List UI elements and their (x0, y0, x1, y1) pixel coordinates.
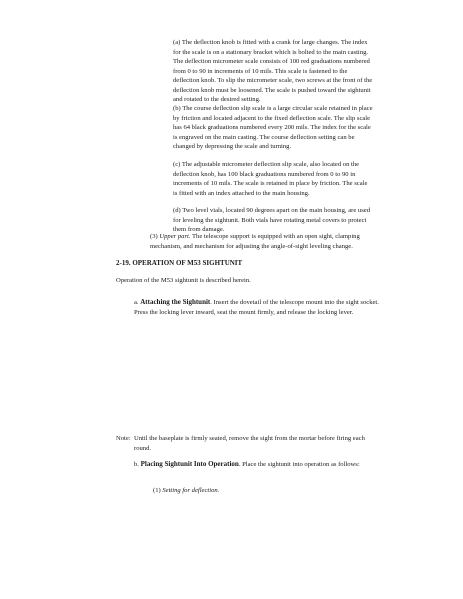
item-b-title: Placing Sightunit Into Operation (140, 460, 239, 468)
intro-text: Operation of the M53 sightunit is described herein. (116, 277, 251, 284)
setting-title: Setting for deflection. (162, 487, 220, 494)
upper-part-title: Upper part. (159, 233, 191, 240)
item-a-attaching: a. Attaching the Sightunit. Insert the dovetail of the telescope mount into the sight socket. Press the locking lever inward, seat the mount firmly, and release the locking lever. (134, 298, 379, 316)
note-text: Until the baseplate is firmly seated, remove the sight from the mortar before firing each round. (134, 435, 365, 452)
paragraph-d: (d) Two level vials, located 90 degrees apart on the main housing, are used for leveling the sightunit. Both vials have rotating metal covers to protect them from damage. (173, 207, 370, 233)
paragraph-c: (c) The adjustable micrometer deflection slip scale, also located on the deflection knob, has 100 black graduations numbered from 0 to 90 in increments of 10 mils. The scale is retained in place by friction. The scale is fitted with an index attached to the main housing. (173, 161, 368, 197)
paragraph-b: (b) The course deflection slip scale is a large circular scale retained in place by friction and located adjacent to the fixed deflection scale. The slip scale has 64 black graduations numbered every 200 mils. The index for the scale is engraved on the main casting. The course deflection setting can be changed by depressing the scale and turning. (173, 105, 373, 150)
setting-for-deflection: (1) Setting for deflection. (153, 487, 220, 494)
section-heading: 2-19. OPERATION OF M53 SIGHTUNIT (116, 259, 243, 267)
paragraph-a: (a) The deflection knob is fitted with a crank for large changes. The index for the scale is on a stationary bracket which is bolted to the main casting. The deflection micrometer scale consists of 100 red graduations numbered from 0 to 90 in increments of 10 mils. This scale is fastened to the deflection knob. To slip the micrometer scale, two screws at the front of the deflection knob must be loosened. The scale is pushed toward the sightunit and rotated to the desired setting. (173, 39, 373, 103)
item-b-placing: b. Placing Sightunit Into Operation. Place the sightunit into operation as follows: (134, 460, 360, 468)
paragraph-3-upper-part: (3) Upper part. The telescope support is equipped with an open sight, clamping mechanism, and mechanism for adjusting the angle-of-sight leveling change. (150, 233, 360, 250)
note-label: Note: (116, 435, 131, 442)
item-a-title: Attaching the Sightunit (140, 298, 211, 306)
